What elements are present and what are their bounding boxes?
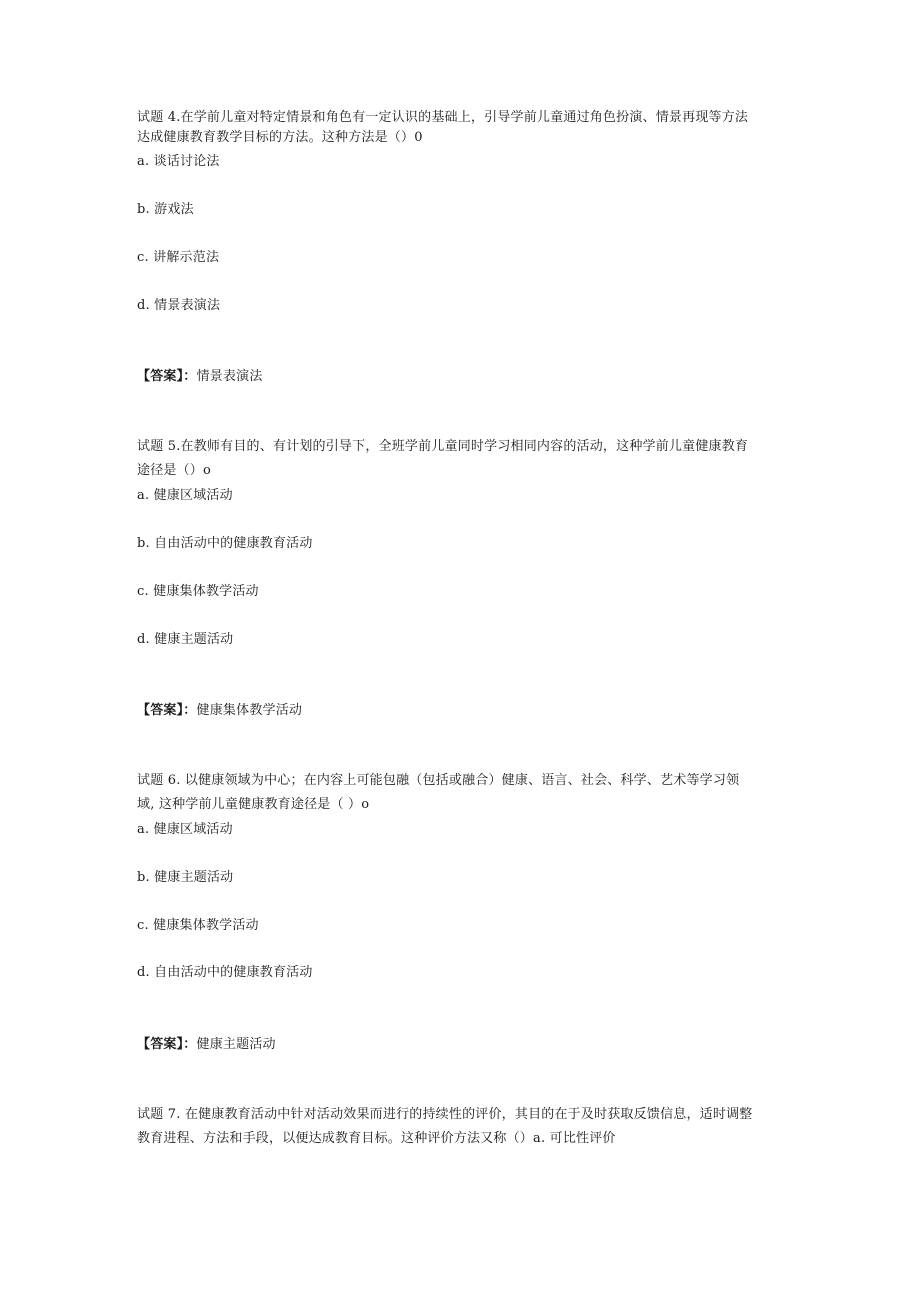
answer-value: 健康集体教学活动 <box>196 703 303 718</box>
answer-value: 健康主题活动 <box>196 1037 276 1052</box>
question-6-option-a: a. 健康区域活动 <box>137 822 233 837</box>
question-6-option-c: c. 健康集体教学活动 <box>137 918 259 933</box>
question-5-answer <box>137 701 302 721</box>
question-5-stem-line2: 途径是（）o <box>137 463 212 478</box>
question-5-option-c: c. 健康集体教学活动 <box>137 584 259 599</box>
question-4-option-b: b. 游戏法 <box>137 202 194 217</box>
question-5-stem-line1: 试题 5.在教师有目的、有计划的引导下，全班学前儿童同时学习相同内容的活动，这种学前儿童健康教育 <box>137 439 749 454</box>
question-7-stem-line2: 教育进程、方法和手段，以便达成教育目标。这种评价方法又称（）a. 可比性评价 <box>137 1131 616 1146</box>
question-4-option-a: a. 谈话讨论法 <box>137 154 220 169</box>
question-6-stem-line2: 域, 这种学前儿童健康教育途径是（ ）o <box>137 797 370 812</box>
question-5-option-b: b. 自由活动中的健康教育活动 <box>137 536 313 551</box>
question-5-option-a: a. 健康区域活动 <box>137 488 233 503</box>
question-4-answer <box>137 367 263 387</box>
answer-label: 【答案】： <box>137 369 197 384</box>
question-6-option-b: b. 健康主题活动 <box>137 870 234 885</box>
question-6-answer <box>137 1035 276 1055</box>
question-4-option-d: d. 情景表演法 <box>137 298 221 313</box>
question-6-stem-line1: 试题 6. 以健康领域为中心；在内容上可能包融（包括或融合）健康、语言、社会、科学、艺术等学习领 <box>137 773 740 788</box>
question-5-option-d: d. 健康主题活动 <box>137 632 234 647</box>
question-4-stem-line2: 达成健康教育教学目标的方法。这种方法是（）0 <box>137 130 423 145</box>
question-7-stem-line1: 试题 7. 在健康教育活动中针对活动效果而进行的持续性的评价，其目的在于及时获取反馈信息，适时调整 <box>137 1107 753 1122</box>
answer-label: 【答案】： <box>137 703 197 718</box>
answer-value: 情景表演法 <box>196 369 263 384</box>
answer-label: 【答案】： <box>137 1037 197 1052</box>
question-4-stem-line1: 试题 4.在学前儿童对特定情景和角色有一定认识的基础上，引导学前儿童通过角色扮演、情景再现等方法 <box>137 110 749 125</box>
question-4-option-c: c. 讲解示范法 <box>137 250 220 265</box>
question-6-option-d: d. 自由活动中的健康教育活动 <box>137 965 313 980</box>
